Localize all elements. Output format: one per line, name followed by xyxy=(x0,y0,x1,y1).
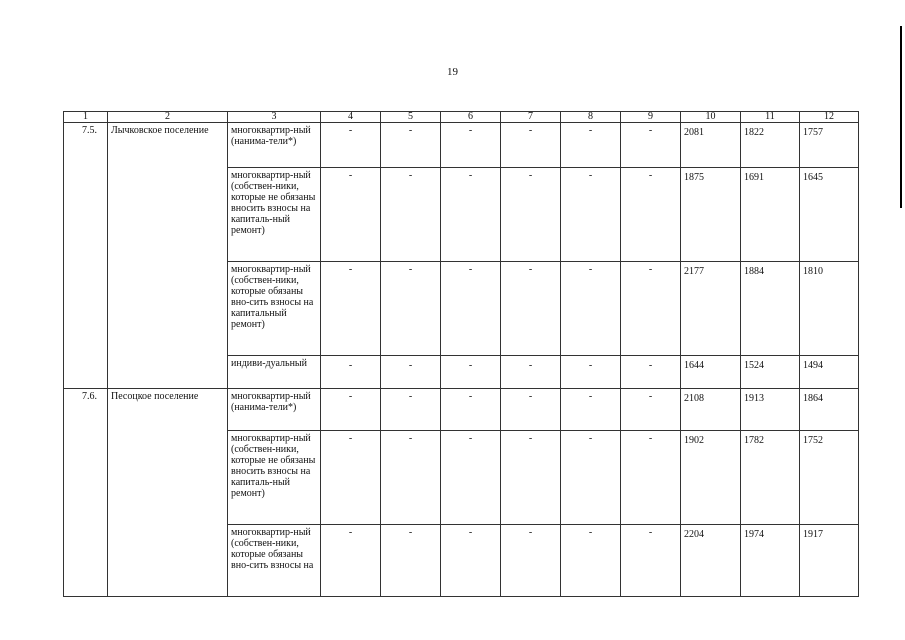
header-cell: 11 xyxy=(741,112,800,123)
tariff-table xyxy=(63,111,859,597)
table-row xyxy=(64,389,859,431)
value-cell: 1757 xyxy=(800,123,859,168)
value-cell: - xyxy=(501,389,561,431)
value-cell: - xyxy=(381,168,441,262)
value-cell: - xyxy=(381,525,441,597)
value-cell: - xyxy=(621,168,681,262)
value-cell: - xyxy=(381,389,441,431)
value-cell: - xyxy=(621,262,681,356)
value-cell: 1494 xyxy=(800,356,859,389)
header-cell: 12 xyxy=(800,112,859,123)
value-cell: - xyxy=(561,123,621,168)
value-cell: 1822 xyxy=(741,123,800,168)
table-row xyxy=(64,123,859,168)
value-cell: - xyxy=(621,123,681,168)
header-cell: 7 xyxy=(501,112,561,123)
value-cell: - xyxy=(561,168,621,262)
value-cell: - xyxy=(321,525,381,597)
section-number: 7.6. xyxy=(64,389,108,597)
value-cell: 1974 xyxy=(741,525,800,597)
housing-type: многоквартир-ный (нанима-тели*) xyxy=(228,389,321,431)
value-cell: 1644 xyxy=(681,356,741,389)
page-number: 19 xyxy=(447,66,458,78)
value-cell: - xyxy=(441,525,501,597)
value-cell: - xyxy=(561,262,621,356)
value-cell: 1913 xyxy=(741,389,800,431)
value-cell: - xyxy=(621,389,681,431)
value-cell: - xyxy=(621,431,681,525)
value-cell: - xyxy=(621,525,681,597)
value-cell: - xyxy=(621,356,681,389)
value-cell: - xyxy=(561,356,621,389)
housing-type: индиви-дуальный xyxy=(228,356,321,389)
value-cell: 1864 xyxy=(800,389,859,431)
value-cell: - xyxy=(441,262,501,356)
value-cell: - xyxy=(321,389,381,431)
value-cell: - xyxy=(441,431,501,525)
header-cell: 3 xyxy=(228,112,321,123)
value-cell: - xyxy=(321,123,381,168)
tariff-table-container xyxy=(63,111,858,597)
value-cell: 2108 xyxy=(681,389,741,431)
housing-type: многоквартир-ный (собствен-ники, которые не обязаны вносить взносы на капиталь-ный ремонт) xyxy=(228,431,321,525)
value-cell: 1752 xyxy=(800,431,859,525)
housing-type: многоквартир-ный (собствен-ники, которые обязаны вно-сить взносы на капитальный ремонт) xyxy=(228,262,321,356)
settlement-name: Песоцкое поселение xyxy=(108,389,228,597)
header-row xyxy=(64,112,859,123)
value-cell: 1691 xyxy=(741,168,800,262)
value-cell: - xyxy=(501,168,561,262)
header-cell: 4 xyxy=(321,112,381,123)
housing-type: многоквартир-ный (нанима-тели*) xyxy=(228,123,321,168)
value-cell: - xyxy=(501,431,561,525)
value-cell: - xyxy=(321,262,381,356)
margin-rule xyxy=(900,26,902,208)
value-cell: - xyxy=(501,262,561,356)
housing-type: многоквартир-ный (собствен-ники, которые обязаны вно-сить взносы на xyxy=(228,525,321,597)
value-cell: 2177 xyxy=(681,262,741,356)
value-cell: - xyxy=(441,168,501,262)
value-cell: - xyxy=(381,262,441,356)
value-cell: 1917 xyxy=(800,525,859,597)
value-cell: - xyxy=(501,356,561,389)
header-cell: 5 xyxy=(381,112,441,123)
value-cell: - xyxy=(561,389,621,431)
value-cell: 1810 xyxy=(800,262,859,356)
value-cell: 1875 xyxy=(681,168,741,262)
value-cell: 2081 xyxy=(681,123,741,168)
header-cell: 10 xyxy=(681,112,741,123)
value-cell: - xyxy=(501,525,561,597)
value-cell: - xyxy=(441,123,501,168)
value-cell: 1884 xyxy=(741,262,800,356)
value-cell: - xyxy=(561,431,621,525)
value-cell: - xyxy=(381,431,441,525)
value-cell: - xyxy=(321,431,381,525)
value-cell: 1902 xyxy=(681,431,741,525)
value-cell: 2204 xyxy=(681,525,741,597)
section-number: 7.5. xyxy=(64,123,108,389)
housing-type: многоквартир-ный (собствен-ники, которые не обязаны вносить взносы на капиталь-ный ремонт) xyxy=(228,168,321,262)
header-cell: 1 xyxy=(64,112,108,123)
value-cell: 1524 xyxy=(741,356,800,389)
value-cell: - xyxy=(441,389,501,431)
value-cell: - xyxy=(321,168,381,262)
value-cell: 1645 xyxy=(800,168,859,262)
settlement-name: Лычковское поселение xyxy=(108,123,228,389)
value-cell: - xyxy=(381,356,441,389)
header-cell: 2 xyxy=(108,112,228,123)
header-cell: 6 xyxy=(441,112,501,123)
header-cell: 8 xyxy=(561,112,621,123)
header-cell: 9 xyxy=(621,112,681,123)
value-cell: - xyxy=(561,525,621,597)
value-cell: - xyxy=(441,356,501,389)
value-cell: - xyxy=(501,123,561,168)
value-cell: - xyxy=(321,356,381,389)
value-cell: - xyxy=(381,123,441,168)
value-cell: 1782 xyxy=(741,431,800,525)
